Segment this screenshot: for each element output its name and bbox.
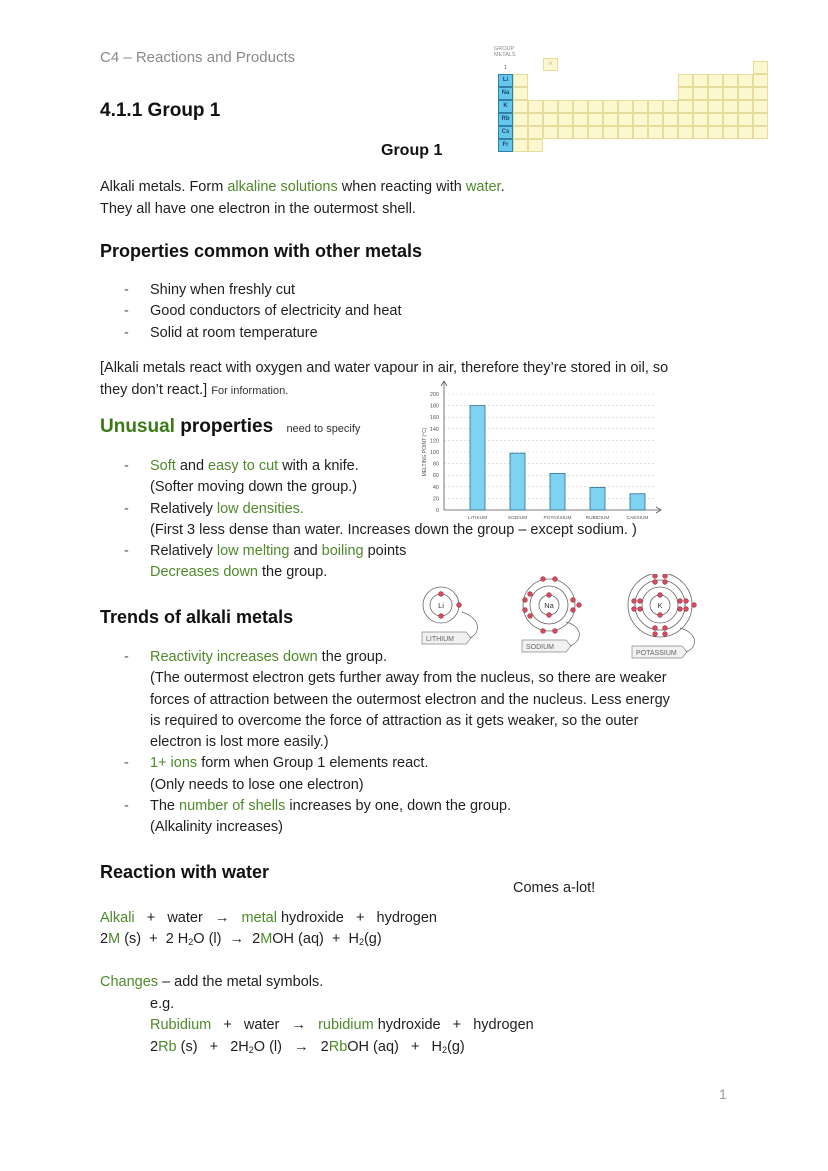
reaction-heading: Reaction with water: [100, 862, 270, 882]
svg-text:Na: Na: [544, 601, 554, 610]
storage-note-line-2: they don’t react.] For information.: [100, 381, 289, 398]
group1-cell: K: [498, 100, 513, 113]
trends-list: [100, 647, 740, 839]
list-item: - Good conductors of electricity and heat: [124, 303, 402, 320]
hydrogen-cell: H: [543, 58, 558, 71]
list-item: - Soft and easy to cut with a knife. (Softer moving down the group.): [124, 458, 359, 496]
list-item: - Relatively low densities. (First 3 less dense than water. Increases down the group – except sodium. ): [124, 500, 637, 538]
svg-text:SODIUM: SODIUM: [526, 644, 554, 651]
svg-text:CAESIUM: CAESIUM: [626, 516, 649, 521]
for-information-aside: For information.: [211, 384, 289, 397]
svg-text:0: 0: [435, 508, 439, 514]
svg-text:160: 160: [429, 415, 439, 422]
svg-text:40: 40: [432, 484, 439, 491]
comes-a-lot-note: Comes a-lot!: [513, 880, 596, 896]
group1-cell: Na: [498, 87, 513, 100]
svg-text:140: 140: [429, 426, 439, 433]
trends-heading: Trends of alkali metals: [100, 607, 294, 627]
svg-text:120: 120: [429, 438, 439, 445]
group1-cell: Fr: [498, 139, 513, 152]
svg-text:100: 100: [429, 450, 439, 456]
section-title: 4.1.1 Group 1: [100, 100, 221, 121]
list-item: - 1+ ions form when Group 1 elements react. (Only needs to lose one electron): [124, 755, 429, 793]
group1-cell: Li: [498, 74, 513, 87]
changes-note: Changes – add the metal symbols.: [100, 974, 324, 990]
svg-text:POTASSIUM: POTASSIUM: [543, 516, 572, 521]
intro-line-1: Alkali metals. Form alkaline solutions when reacting with water.: [100, 179, 505, 195]
svg-text:MELTING POINT (°C): MELTING POINT (°C): [422, 427, 428, 477]
svg-text:RUBIDIUM: RUBIDIUM: [585, 516, 610, 521]
svg-text:Li: Li: [438, 601, 444, 610]
symbol-equation: 2M (s) + 2 $H_2O$ (l) → 2MOH $(aq) + H_2(g)$: [100, 931, 382, 947]
svg-text:K: K: [657, 601, 663, 610]
atom-shell-diagrams: [418, 574, 728, 666]
running-header: C4 – Reactions and Products: [100, 49, 296, 66]
periodic-table-figure: GROUP METALS 1 H Li Na K Rb Cs Fr: [494, 44, 794, 172]
svg-text:SODIUM: SODIUM: [507, 516, 528, 521]
eg-label: e.g.: [150, 996, 175, 1012]
svg-text:LITHIUM: LITHIUM: [467, 516, 488, 521]
page-number: 1: [719, 1086, 727, 1102]
list-item: - Relatively low melting and boiling points Decreases down the group.: [124, 543, 407, 581]
properties-common-list: [100, 280, 700, 344]
svg-text:200: 200: [429, 392, 439, 398]
list-item: - Reactivity increases down the group. (The outermost electron gets further away from the nucleus, so there are weaker forces of attraction between the outermost electron and the nucleus. Less energy is required to overcome the force of attraction as it gets weaker, so the outer electron is lost more easily.): [124, 649, 670, 751]
properties-common-heading: Properties common with other metals: [100, 241, 423, 261]
svg-text:80: 80: [432, 461, 439, 468]
melting-point-bar-chart: [414, 378, 676, 528]
svg-text:POTASSIUM: POTASSIUM: [636, 650, 677, 657]
list-item: - Shiny when freshly cut: [124, 282, 296, 298]
centered-title: Group 1: [381, 142, 443, 159]
svg-text:180: 180: [429, 403, 439, 410]
storage-note-line-1: [Alkali metals react with oxygen and water vapour in air, therefore they’re stored in oil, so: [100, 360, 669, 376]
word-equation: Alkali + water → metal hydroxide + hydrogen: [100, 910, 437, 926]
intro-line-2: They all have one electron in the outermost shell.: [100, 200, 416, 217]
group1-cell: Rb: [498, 113, 513, 126]
need-to-specify-aside: need to specify: [286, 423, 361, 435]
group1-cell: Cs: [498, 126, 513, 139]
example-word-equation: Rubidium + water → rubidium hydroxide + hydrogen: [150, 1017, 534, 1033]
svg-text:LITHIUM: LITHIUM: [426, 636, 454, 643]
svg-text:20: 20: [432, 496, 439, 503]
list-item: - The number of shells increases by one, down the group. (Alkalinity increases): [124, 798, 512, 836]
list-item: - Solid at room temperature: [124, 324, 318, 341]
intro-paragraph: [100, 177, 505, 220]
unusual-properties-heading: Unusual properties need to specify: [100, 416, 361, 437]
example-symbol-equation: 2Rb (s) + $2H_2O$ (l) → 2RbOH (aq) + $H_2(g)$: [150, 1039, 465, 1055]
svg-text:60: 60: [432, 473, 439, 480]
